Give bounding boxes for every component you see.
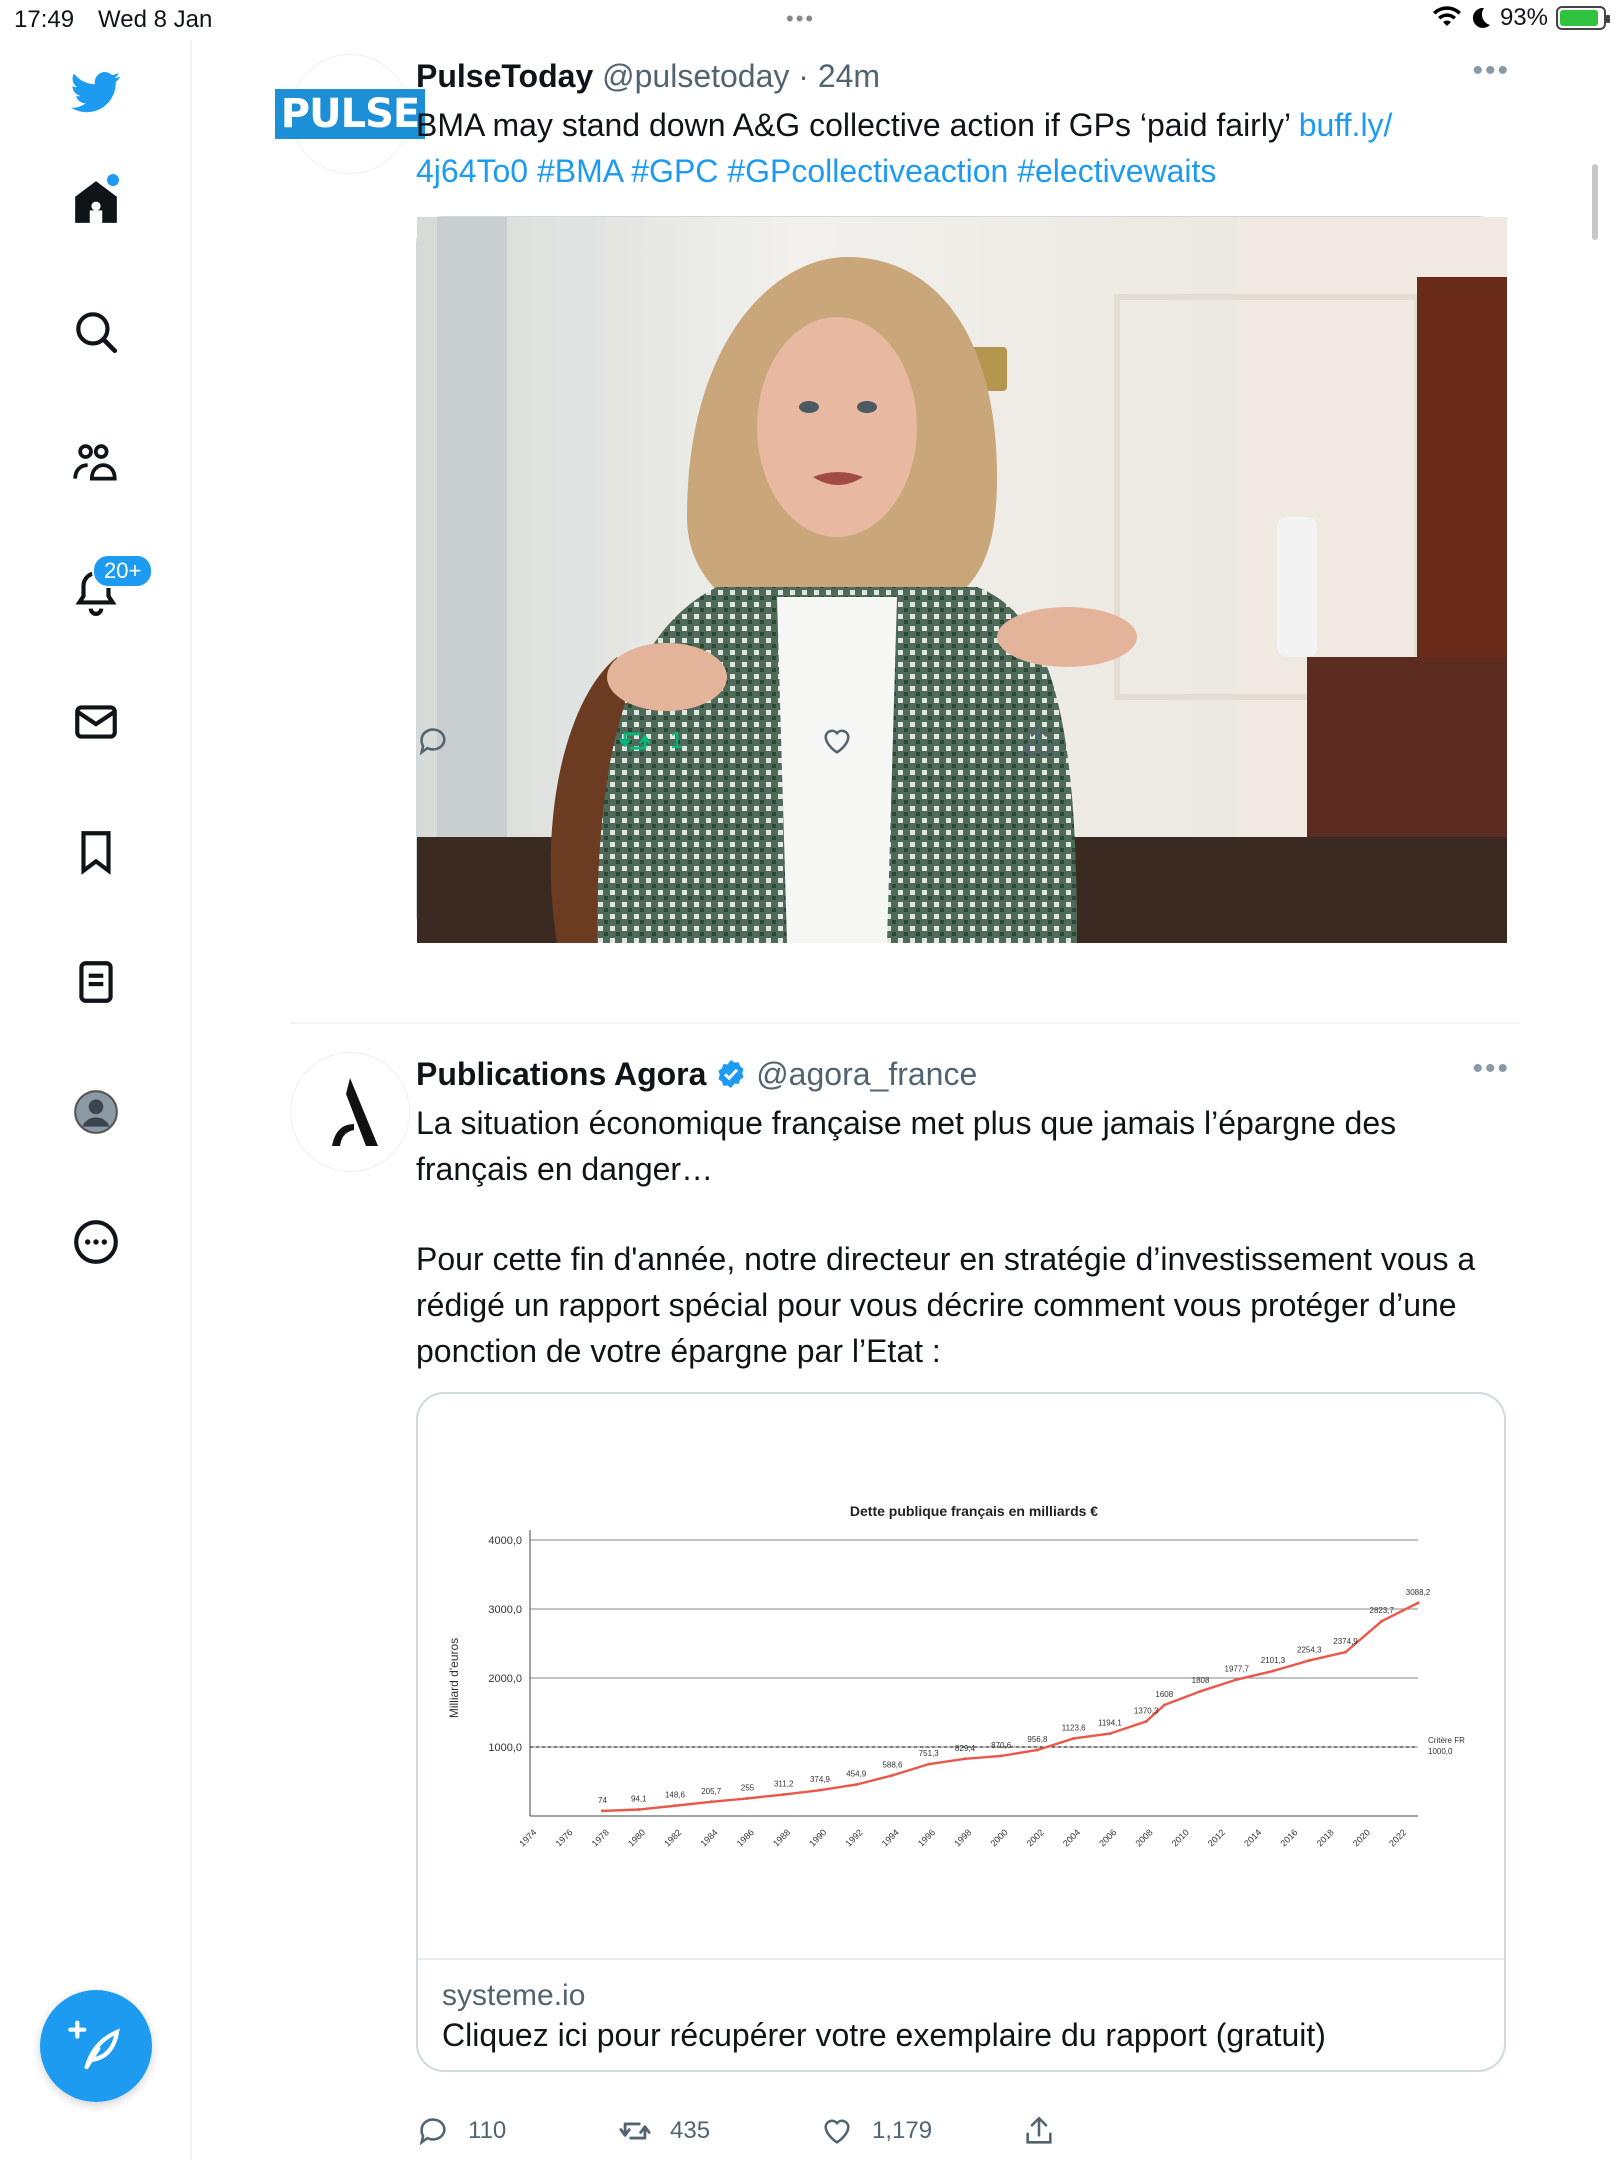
- moon-icon: [1470, 6, 1492, 30]
- home-unread-dot: [107, 174, 119, 186]
- data-point: [927, 1763, 930, 1766]
- y-axis-label: Milliard d'euros: [447, 1637, 461, 1719]
- data-point: [1417, 1601, 1420, 1604]
- x-tick-label: 1978: [589, 1827, 611, 1849]
- x-tick-label: 1994: [879, 1827, 901, 1849]
- data-point: [1308, 1659, 1311, 1662]
- x-tick-label: 2020: [1350, 1827, 1373, 1849]
- reply-button[interactable]: [416, 724, 618, 758]
- tweet-more-icon[interactable]: •••: [1472, 1052, 1510, 1085]
- retweet-count: 1: [670, 727, 684, 754]
- data-point: [710, 1800, 713, 1803]
- retweet-icon: [618, 2114, 652, 2148]
- battery-icon: [1556, 6, 1606, 30]
- lists-icon[interactable]: [66, 952, 126, 1012]
- data-label: 956,8: [1027, 1734, 1048, 1744]
- y-tick-label: 2000,0: [488, 1673, 522, 1685]
- profile-avatar-icon[interactable]: [66, 1082, 126, 1142]
- tweet-hashtags[interactable]: 4j64To0 #BMA #GPC #GPcollectiveaction #electivewaits: [416, 153, 1217, 189]
- data-label: 1977,7: [1224, 1664, 1250, 1674]
- x-tick-label: 2002: [1024, 1827, 1046, 1849]
- twitter-logo-icon[interactable]: [66, 62, 126, 122]
- reply-count: 110: [468, 2117, 507, 2144]
- data-label: 94,1: [630, 1794, 647, 1804]
- x-tick-label: 2018: [1314, 1827, 1336, 1849]
- data-point: [818, 1789, 821, 1792]
- avatar[interactable]: [290, 1052, 410, 1172]
- x-tick-label: 1996: [915, 1827, 938, 1849]
- data-label: 1123,6: [1061, 1723, 1086, 1733]
- like-count: 1,179: [872, 2117, 933, 2144]
- author-handle[interactable]: @pulsetoday: [602, 58, 790, 94]
- avatar[interactable]: [280, 54, 420, 174]
- notifications-badge: 20+: [92, 554, 153, 588]
- photo-woman-speaking: [417, 217, 1507, 943]
- x-tick-label: 2006: [1097, 1827, 1119, 1849]
- data-label: 870,6: [991, 1740, 1012, 1750]
- series-line: [602, 1603, 1418, 1811]
- tweet-text-paragraph-1: La situation économique française met plus que jamais l’épargne des français en danger…: [416, 1105, 1397, 1187]
- x-tick-label: 2004: [1060, 1827, 1083, 1849]
- compose-tweet-button[interactable]: [40, 1990, 152, 2102]
- share-icon: [1022, 724, 1056, 758]
- scrollbar-thumb[interactable]: [1592, 164, 1598, 240]
- messages-envelope-icon[interactable]: [66, 692, 126, 752]
- data-point: [1235, 1678, 1238, 1681]
- data-point: [1272, 1670, 1275, 1673]
- like-button[interactable]: [820, 2114, 1022, 2148]
- status-bar: [0, 0, 1620, 40]
- retweet-icon: [618, 724, 652, 758]
- data-point: [637, 1808, 640, 1811]
- author-handle[interactable]: @agora_france: [756, 1056, 978, 1092]
- retweet-button[interactable]: [618, 2114, 820, 2148]
- reference-value: 1000,0: [1428, 1747, 1453, 1756]
- data-label: 255: [740, 1783, 755, 1793]
- card-domain: systeme.io: [442, 1979, 586, 2012]
- sidebar: [0, 40, 192, 2160]
- tweet-header: [416, 1052, 1510, 1096]
- x-tick-label: 2000: [988, 1827, 1010, 1849]
- x-tick-label: 1982: [662, 1827, 684, 1849]
- data-label: 2823,7: [1369, 1606, 1394, 1616]
- data-label: 829,4: [954, 1743, 975, 1753]
- author-name[interactable]: PulseToday: [416, 58, 594, 94]
- share-button[interactable]: [1022, 2114, 1224, 2148]
- data-point: [1036, 1748, 1039, 1751]
- tweet-link[interactable]: buff.ly/: [1298, 107, 1393, 143]
- communities-icon[interactable]: [66, 432, 126, 492]
- wifi-icon: [1432, 6, 1462, 30]
- data-label: 2101,3: [1260, 1656, 1286, 1666]
- tweet-photo[interactable]: [416, 216, 1506, 942]
- card-title: Cliquez ici pour récupérer votre exemplaire du rapport (gratuit): [442, 2017, 1326, 2053]
- tweet-agora[interactable]: [290, 1052, 1520, 2162]
- status-right: [1432, 4, 1606, 32]
- battery-percent: 93%: [1499, 4, 1548, 31]
- reply-icon: [416, 2114, 450, 2148]
- data-point: [746, 1797, 749, 1800]
- data-point: [1000, 1754, 1003, 1757]
- bookmark-icon[interactable]: [66, 822, 126, 882]
- x-tick-label: 2010: [1169, 1827, 1191, 1849]
- data-label: 205,7: [701, 1786, 722, 1796]
- debt-chart: [418, 1394, 1504, 1958]
- tweet-text: [416, 102, 1510, 194]
- x-tick-label: 2012: [1205, 1827, 1228, 1849]
- more-circle-icon[interactable]: [66, 1212, 126, 1272]
- status-date: Wed 8 Jan: [98, 6, 213, 33]
- x-tick-label: 1992: [843, 1827, 865, 1849]
- y-tick-label: 3000,0: [488, 1604, 522, 1616]
- data-label: 751,3: [918, 1749, 939, 1759]
- tweet-text-plain: BMA may stand down A&G collective action if GPs ‘paid fairly’: [416, 107, 1299, 143]
- x-tick-label: 2016: [1278, 1827, 1300, 1849]
- agora-logo: [310, 1072, 390, 1152]
- tweet-pulsetoday[interactable]: [280, 54, 1520, 1014]
- data-point: [963, 1757, 966, 1760]
- data-point: [1199, 1690, 1202, 1693]
- retweet-count: 435: [670, 2117, 711, 2144]
- reply-icon: [416, 724, 450, 758]
- like-button[interactable]: [820, 724, 1022, 758]
- x-tick-label: 2008: [1133, 1827, 1155, 1849]
- data-label: 374,9: [809, 1775, 830, 1785]
- retweet-button[interactable]: [618, 724, 820, 758]
- x-tick-label: 1998: [952, 1827, 974, 1849]
- data-label: 1370,3: [1133, 1706, 1159, 1716]
- data-point: [1072, 1737, 1075, 1740]
- tweet-text-paragraph-2: Pour cette fin d'année, notre directeur en stratégie d’investissement vous a rédigé un rapport spécial pour vous décrire comment vous protéger d’une ponction de votre épargne par l’Etat :: [416, 1241, 1476, 1369]
- tweet-header: [416, 54, 1510, 98]
- x-tick-label: 1980: [625, 1827, 648, 1849]
- x-tick-label: 2014: [1242, 1827, 1264, 1849]
- tweet-more-icon[interactable]: •••: [1472, 54, 1510, 87]
- tweet-time[interactable]: · 24m: [798, 58, 881, 94]
- x-tick-label: 1986: [734, 1827, 756, 1849]
- data-point: [1380, 1620, 1383, 1623]
- status-time: 17:49: [14, 6, 75, 33]
- y-tick-label: 1000,0: [488, 1742, 522, 1754]
- verified-badge-icon: [715, 1058, 747, 1090]
- data-point: [855, 1783, 858, 1786]
- x-tick-label: 2022: [1387, 1827, 1409, 1849]
- data-label: 454,9: [846, 1769, 867, 1779]
- timeline: [192, 40, 1602, 2160]
- author-name[interactable]: Publications Agora: [416, 1056, 707, 1092]
- reply-button[interactable]: [416, 2114, 618, 2148]
- data-label: 2254,3: [1297, 1645, 1322, 1655]
- data-label: 148,6: [664, 1790, 685, 1800]
- data-point: [891, 1774, 894, 1777]
- data-label: 1808: [1191, 1676, 1210, 1686]
- data-point: [1145, 1720, 1148, 1723]
- data-label: 74: [598, 1795, 607, 1805]
- x-tick-label: 1988: [770, 1827, 793, 1849]
- data-label: 1194,1: [1097, 1718, 1122, 1728]
- data-label: 3088,2: [1405, 1587, 1431, 1597]
- data-point: [601, 1809, 604, 1812]
- tweet-divider: [290, 1022, 1520, 1024]
- y-tick-label: 4000,0: [488, 1535, 522, 1547]
- compose-feather-icon: [68, 2018, 124, 2074]
- card-footer[interactable]: [418, 1958, 1504, 2070]
- data-label: 311,2: [773, 1779, 794, 1789]
- heart-icon: [820, 724, 854, 758]
- data-point: [782, 1793, 785, 1796]
- pulse-logo: PULSE: [275, 89, 425, 139]
- data-point: [1163, 1704, 1166, 1707]
- x-tick-label: 1976: [553, 1827, 575, 1849]
- multitask-dots[interactable]: •••: [786, 6, 816, 31]
- x-tick-label: 1974: [517, 1827, 539, 1849]
- data-point: [673, 1804, 676, 1807]
- tweet-actions: [416, 2114, 1224, 2148]
- reference-label: Critère FR: [1428, 1736, 1465, 1745]
- x-tick-label: 1984: [698, 1827, 720, 1849]
- chart-title: Dette publique français en milliards €: [849, 1503, 1099, 1519]
- search-icon[interactable]: [66, 302, 126, 362]
- data-point: [1108, 1732, 1111, 1735]
- share-icon: [1022, 2114, 1056, 2148]
- link-card[interactable]: [416, 1392, 1506, 2072]
- data-point: [1344, 1651, 1347, 1654]
- x-tick-label: 1990: [807, 1827, 829, 1849]
- data-label: 588,6: [882, 1760, 903, 1770]
- data-label: 2374,9: [1333, 1637, 1358, 1647]
- heart-icon: [820, 2114, 854, 2148]
- data-label: 1608: [1155, 1690, 1174, 1700]
- share-button[interactable]: [1022, 724, 1224, 758]
- tweet-actions: [416, 724, 1224, 758]
